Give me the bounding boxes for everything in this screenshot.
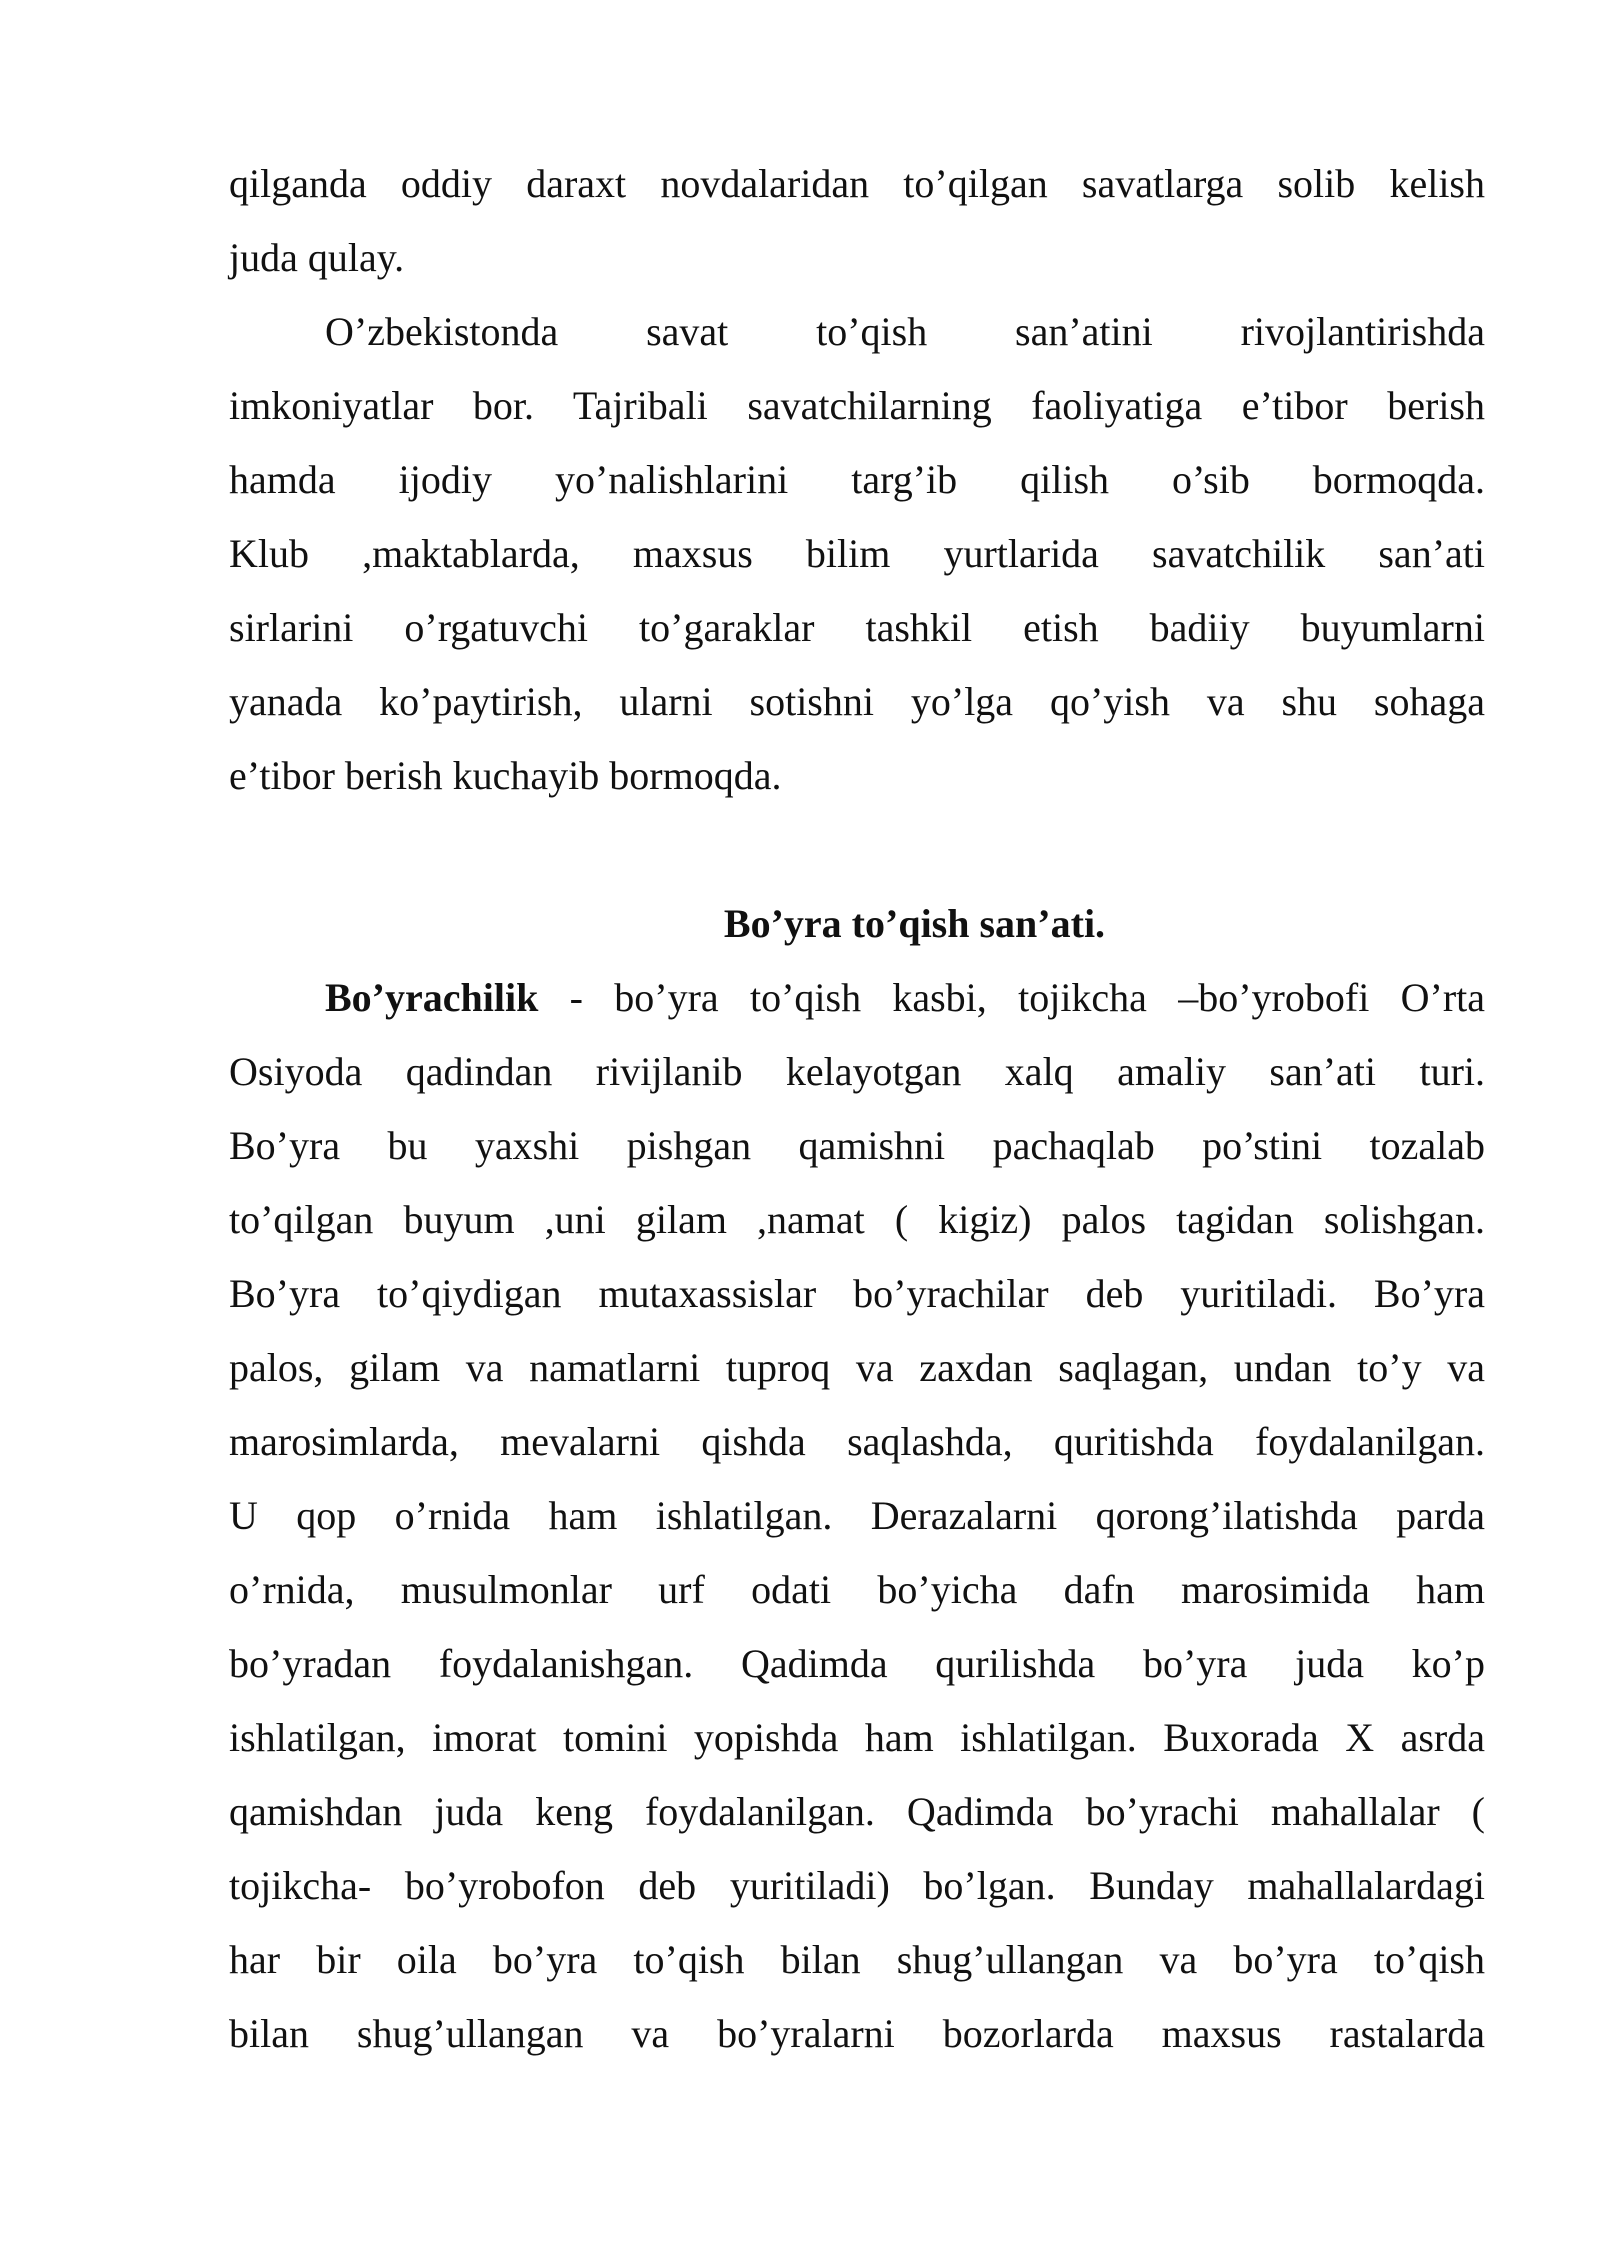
- text-line: Bo’yra to’qiydigan mutaxassislar bo’yrachilar deb yuritiladi. Bo’yra: [229, 1271, 1485, 1316]
- text-span: - bo’yra to’qish kasbi, tojikcha –bo’yrobofi O’rta: [538, 975, 1485, 1020]
- text-line: bilan shug’ullangan va bo’yralarni bozorlarda maxsus rastalarda: [229, 2011, 1485, 2056]
- text-line: U qop o’rnida ham ishlatilgan. Derazalarni qorong’ilatishda parda: [229, 1493, 1485, 1538]
- lead-term: Bo’yrachilik: [325, 975, 539, 1020]
- text-line: sirlarini o’rgatuvchi to’garaklar tashkil etish badiiy buyumlarni: [229, 605, 1485, 650]
- text-line: marosimlarda, mevalarni qishda saqlashda, quritishda foydalanilgan.: [229, 1419, 1485, 1464]
- text-line: juda qulay.: [229, 235, 405, 280]
- text-line: qilganda oddiy daraxt novdalaridan to’qilgan savatlarga solib kelish: [229, 161, 1485, 206]
- text-line: Klub ,maktablarda, maxsus bilim yurtlarida savatchilik san’ati: [229, 531, 1485, 576]
- text-line: [229, 961, 1485, 1035]
- blank-line: [229, 813, 1485, 887]
- section-heading: Bo’yra to’qish san’ati.: [723, 901, 1106, 946]
- text-line: tojikcha- bo’yrobofon deb yuritiladi) bo’lgan. Bunday mahallalardagi: [229, 1863, 1485, 1908]
- document-page: [229, 147, 1485, 2071]
- text-line: e’tibor berish kuchayib bormoqda.: [229, 753, 782, 798]
- text-line: O’zbekistonda savat to’qish san’atini rivojlantirishda: [325, 309, 1485, 354]
- text-line: har bir oila bo’yra to’qish bilan shug’ullangan va bo’yra to’qish: [229, 1937, 1485, 1982]
- text-line: palos, gilam va namatlarni tuproq va zaxdan saqlagan, undan to’y va: [229, 1345, 1485, 1390]
- text-line: hamda ijodiy yo’nalishlarini targ’ib qilish o’sib bormoqda.: [229, 457, 1485, 502]
- text-line: ishlatilgan, imorat tomini yopishda ham ishlatilgan. Buxorada X asrda: [229, 1715, 1485, 1760]
- text-line: Osiyoda qadindan rivijlanib kelayotgan xalq amaliy san’ati turi.: [229, 1049, 1485, 1094]
- text-line: qamishdan juda keng foydalanilgan. Qadimda bo’yrachi mahallalar (: [229, 1789, 1485, 1834]
- text-line: to’qilgan buyum ,uni gilam ,namat ( kigiz) palos tagidan solishgan.: [229, 1197, 1485, 1242]
- text-line: bo’yradan foydalanishgan. Qadimda qurilishda bo’yra juda ko’p: [229, 1641, 1485, 1686]
- text-line: Bo’yra bu yaxshi pishgan qamishni pachaqlab po’stini tozalab: [229, 1123, 1485, 1168]
- text-line: o’rnida, musulmonlar urf odati bo’yicha dafn marosimida ham: [229, 1567, 1485, 1612]
- text-line: yanada ko’paytirish, ularni sotishni yo’lga qo’yish va shu sohaga: [229, 679, 1485, 724]
- text-line: imkoniyatlar bor. Tajribali savatchilarning faoliyatiga e’tibor berish: [229, 383, 1485, 428]
